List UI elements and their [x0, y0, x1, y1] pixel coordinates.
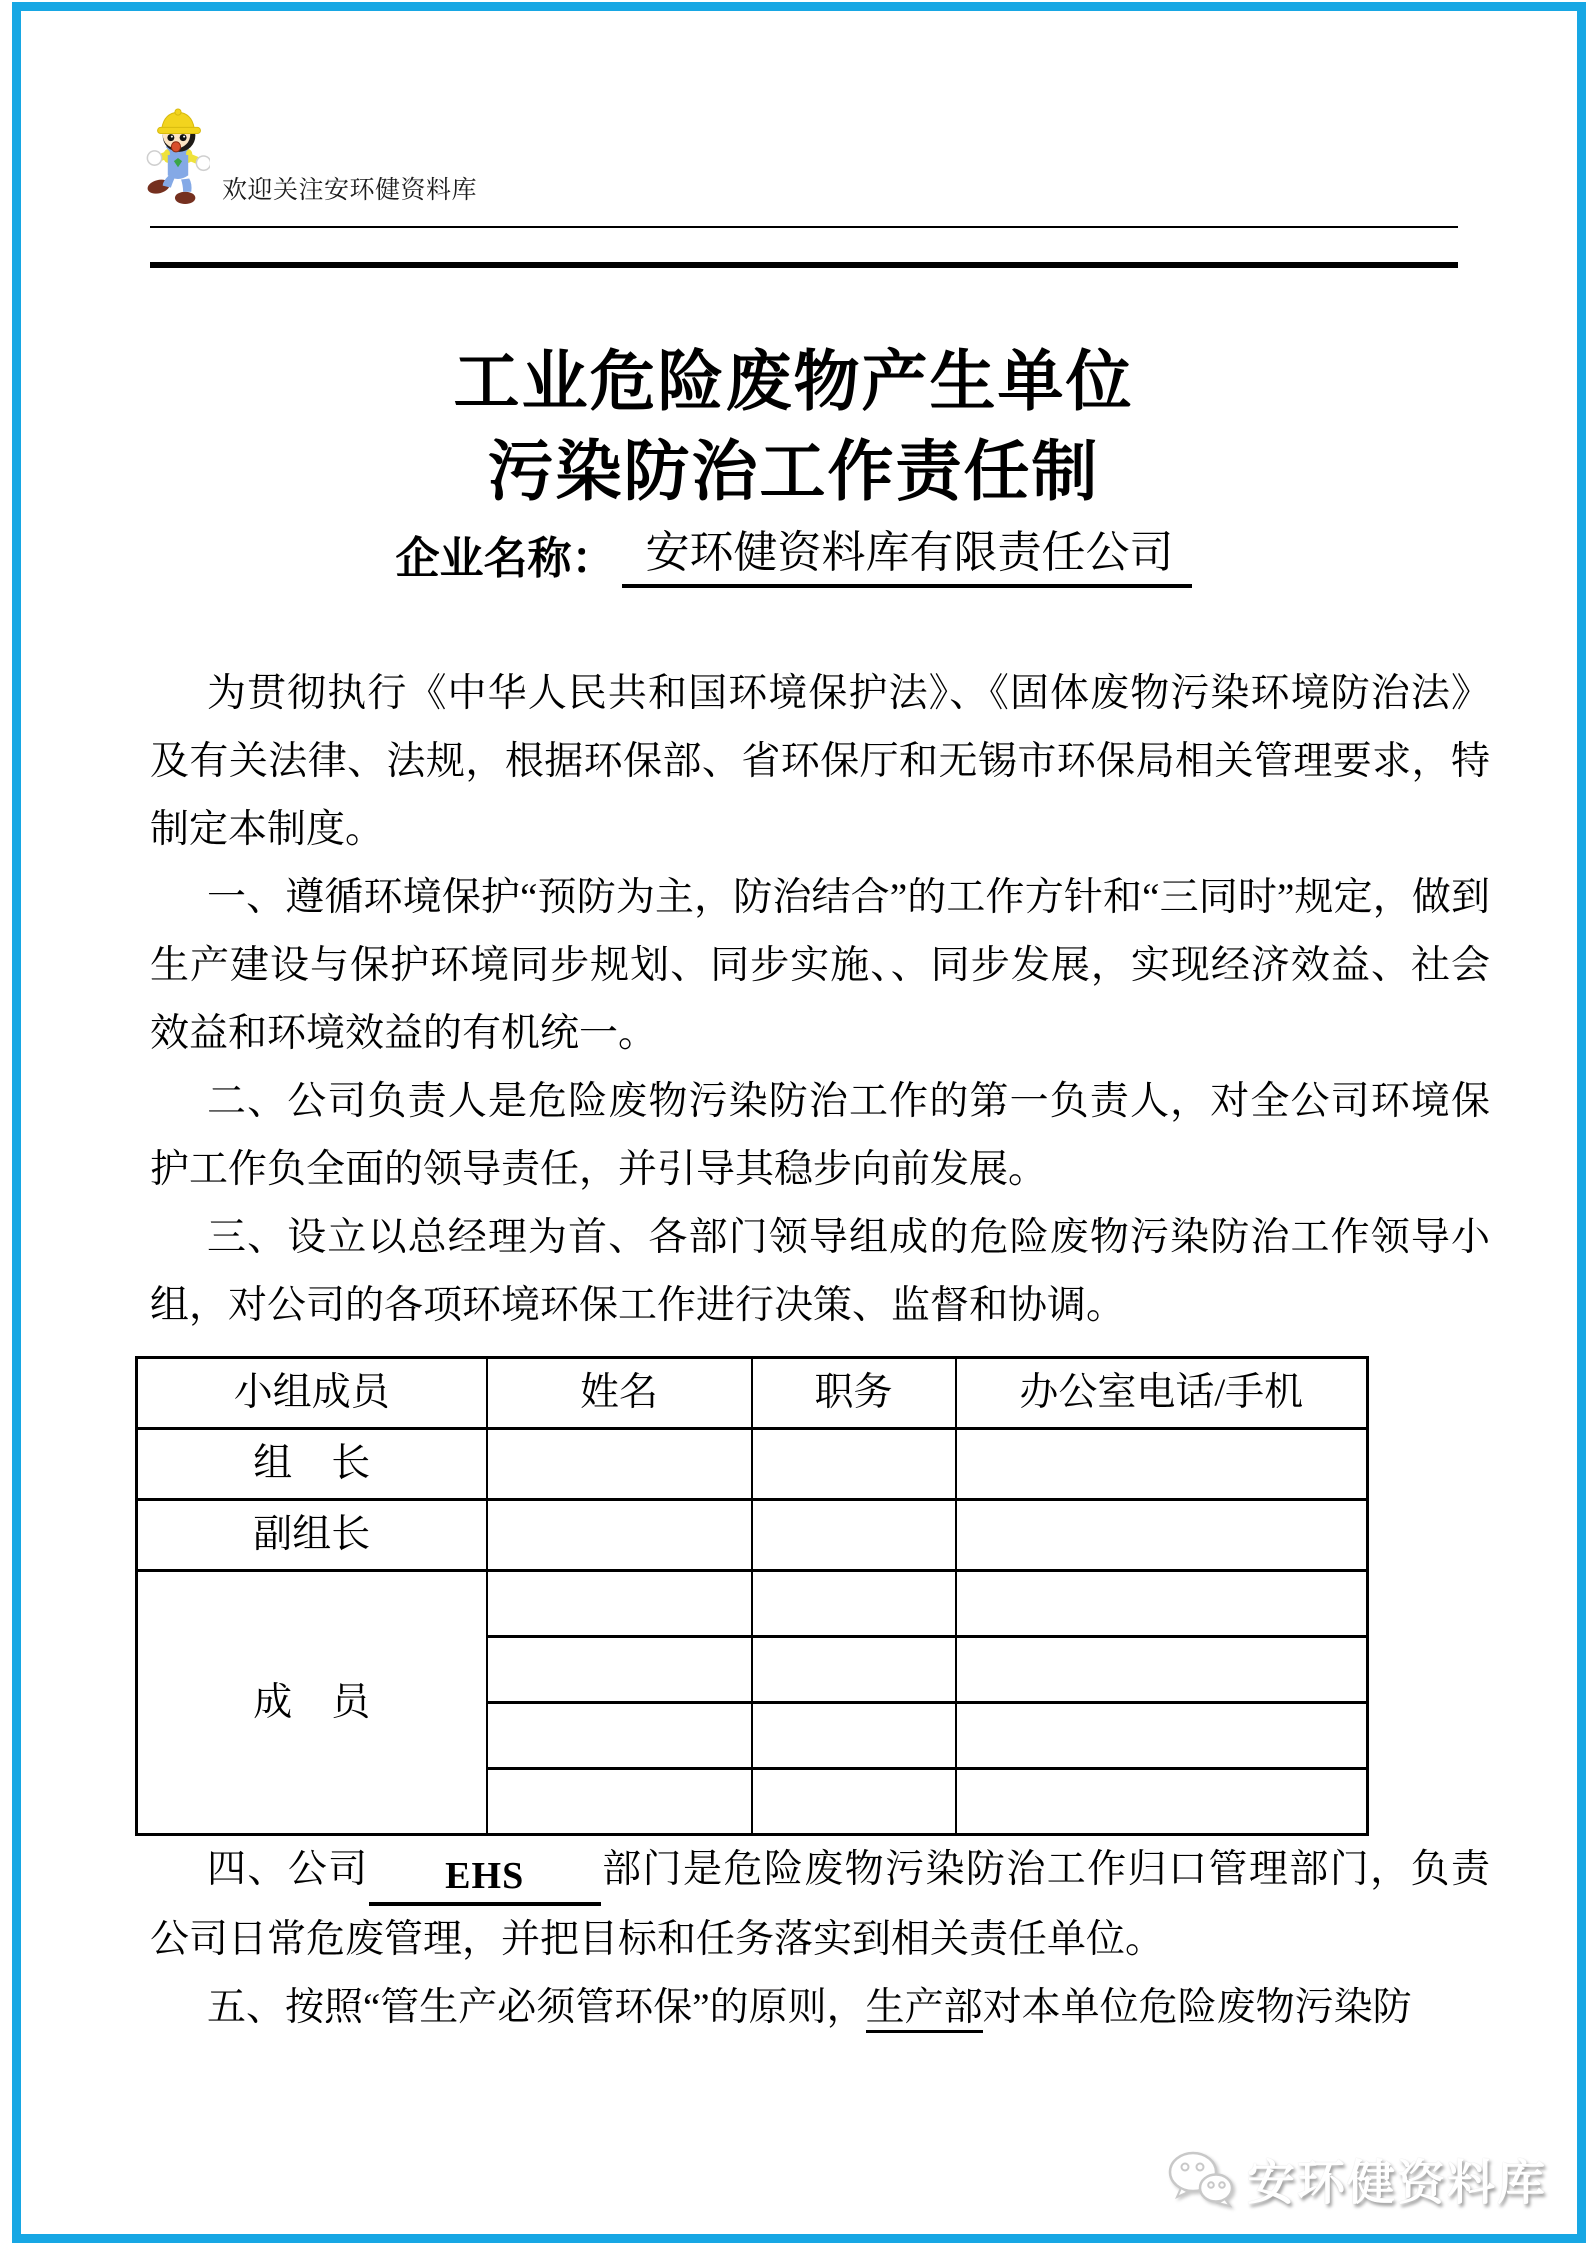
- table-cell-empty: [487, 1500, 752, 1571]
- paragraph-item5: [150, 1974, 1490, 2042]
- paragraph-item1: 一、遵循环境保护“预防为主，防治结合”的工作方针和“三同时”规定，做到生产建设与保护环境同步规划、同步实施、、同步发展，实现经济效益、社会效益和环境效益的有机统一。: [150, 876, 1490, 1055]
- table-cell-empty: [752, 1429, 956, 1500]
- table-header-position: 职务: [752, 1358, 956, 1429]
- paragraph-item4: [150, 1836, 1490, 1974]
- table-cell-empty: [487, 1637, 752, 1703]
- company-name-value: 安环健资料库有限责任公司: [622, 524, 1192, 588]
- footer-brand: [1167, 2144, 1547, 2213]
- table-header-row: [137, 1358, 1368, 1429]
- paragraph-item3: 三、设立以总经理为首、各部门领导组成的危险废物污染防治工作领导小组，对公司的各项环境环保工作进行决策、监督和协调。: [150, 1216, 1490, 1327]
- table-header-phone: 办公室电话/手机: [956, 1358, 1368, 1429]
- safety-worker-mascot-icon: [146, 108, 210, 204]
- paragraph-item2: 二、公司负责人是危险废物污染防治工作的第一负责人，对全公司环境保护工作负全面的领导责任，并引导其稳步向前发展。: [150, 1080, 1490, 1191]
- table-cell-empty: [956, 1769, 1368, 1835]
- item5-suffix: 对本单位危险废物污染防: [982, 1986, 1412, 2029]
- table-cell-empty: [752, 1703, 956, 1769]
- table-header-member: 小组成员: [137, 1358, 487, 1429]
- header-slogan: 欢迎关注安环健资料库: [222, 177, 478, 204]
- leadership-group-table: [135, 1356, 1369, 1836]
- header-rule-thin: [150, 226, 1458, 228]
- table-cell-role: 副组长: [137, 1500, 487, 1571]
- item4-suffix: 部门是危险废物污染防治工作归口管理部门，负责公司日常危废管理，并把目标和任务落实到相关责任单位。: [150, 1848, 1490, 1961]
- title-line-2: 污染防治工作责任制: [487, 434, 1100, 508]
- header-rule-thick: [150, 262, 1458, 268]
- document-title: [0, 336, 1587, 516]
- paragraph-intro: 为贯彻执行《中华人民共和国环境保护法》、《固体废物污染环境防治法》及有关法律、法规，根据环保部、省环保厅和无锡市环保局相关管理要求，特制定本制度。: [150, 672, 1490, 851]
- table-cell-empty: [487, 1769, 752, 1835]
- table-cell-empty: [956, 1703, 1368, 1769]
- item5-underlined-term: 生产部: [866, 1986, 983, 2033]
- wechat-icon: [1167, 2150, 1235, 2208]
- table-row-deputy-leader: [137, 1500, 1368, 1571]
- footer-brand-text: 安环健资料库: [1246, 2157, 1547, 2210]
- item5-prefix: 五、按照“管生产必须管环保”的原则，: [207, 1986, 866, 2029]
- table-cell-empty: [752, 1769, 956, 1835]
- table-cell-role-members: 成 员: [137, 1571, 487, 1835]
- item4-prefix: 四、公司: [207, 1848, 369, 1891]
- table-row-leader: [137, 1429, 1368, 1500]
- table-cell-empty: [752, 1500, 956, 1571]
- table-row-member: [137, 1571, 1368, 1637]
- company-name-line: [0, 524, 1587, 588]
- company-name-label: 企业名称：: [395, 534, 616, 583]
- table-cell-empty: [956, 1571, 1368, 1637]
- item4-filled-blank: EHS: [369, 1850, 601, 1906]
- table-header-name: 姓名: [487, 1358, 752, 1429]
- table-cell-empty: [487, 1429, 752, 1500]
- table-cell-empty: [752, 1637, 956, 1703]
- table-cell-empty: [487, 1571, 752, 1637]
- table-cell-empty: [956, 1500, 1368, 1571]
- table-cell-empty: [956, 1429, 1368, 1500]
- document-body: [150, 660, 1490, 2042]
- table-cell-empty: [752, 1571, 956, 1637]
- table-cell-empty: [956, 1637, 1368, 1703]
- title-line-1: 工业危险废物产生单位: [453, 344, 1134, 418]
- table-cell-empty: [487, 1703, 752, 1769]
- table-cell-role: 组 长: [137, 1429, 487, 1500]
